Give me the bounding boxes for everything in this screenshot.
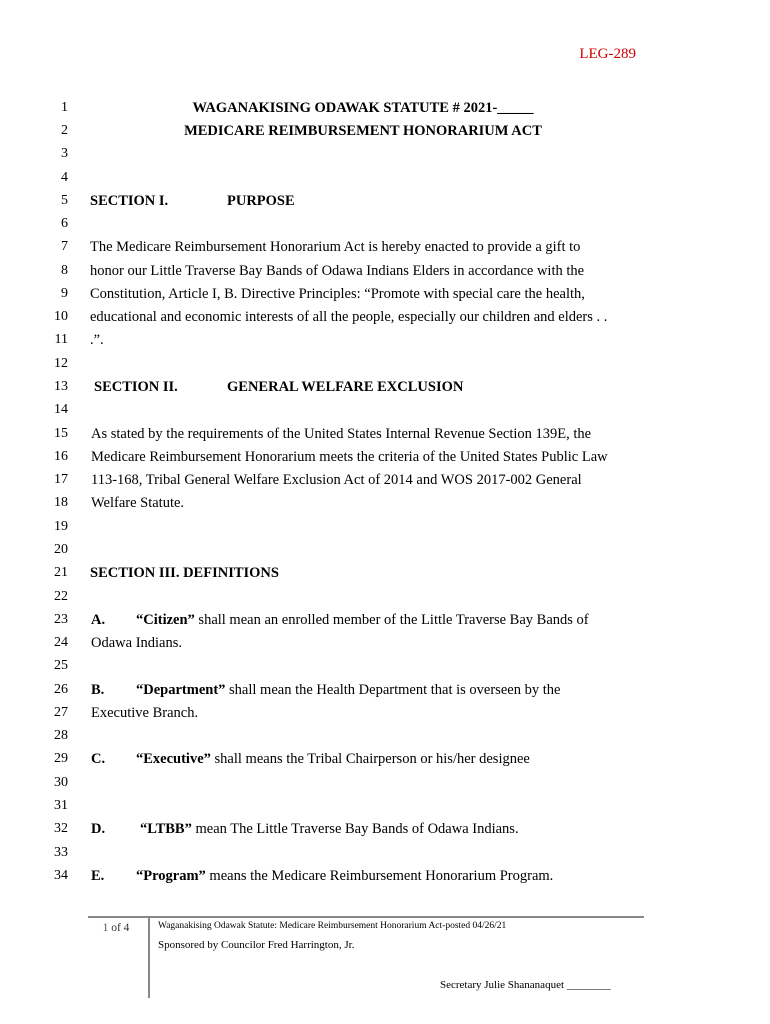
line-number: 34: [54, 868, 68, 883]
footer-statute-line: Waganakising Odawak Statute: Medicare Reimbursement Honorarium Act-posted 04/26/21: [158, 921, 507, 931]
section-3-heading: SECTION III. DEFINITIONS: [90, 565, 279, 581]
definition-text: shall mean the Health Department that is overseen by the: [225, 682, 561, 698]
definition-letter: A.: [91, 612, 106, 628]
line-number: 20: [54, 542, 68, 557]
definition-text: shall mean an enrolled member of the Little Traverse Bay Bands of: [194, 612, 589, 628]
line-number: 6: [61, 216, 68, 231]
line-number: 19: [54, 519, 68, 534]
definition-continuation: Odawa Indians.: [91, 635, 183, 651]
line-number: 25: [54, 658, 68, 673]
definition-letter: B.: [91, 682, 105, 698]
definition-department: [136, 682, 560, 698]
definition-letter: C.: [91, 751, 106, 767]
section-1-text-line: Constitution, Article I, B. Directive Principles: “Promote with special care the health,: [90, 286, 585, 302]
definition-executive: [136, 751, 530, 767]
act-title: MEDICARE REIMBURSEMENT HONORARIUM ACT: [184, 123, 542, 139]
section-2-heading: GENERAL WELFARE EXCLUSION: [227, 379, 464, 395]
section-2-text-line: 113-168, Tribal General Welfare Exclusion Act of 2014 and WOS 2017-002 General: [91, 472, 582, 488]
definition-text: shall means the Tribal Chairperson or his/her designee: [210, 751, 530, 767]
definition-term: “Program”: [136, 868, 206, 884]
footer-vertical-divider: [148, 916, 150, 998]
line-number: 29: [54, 751, 68, 766]
line-number: 26: [54, 682, 68, 697]
line-number: 9: [61, 286, 68, 301]
section-1-text-line: .”.: [90, 332, 104, 348]
definition-program: [136, 868, 553, 884]
line-number: 2: [61, 123, 68, 138]
definition-letter: E.: [91, 868, 105, 884]
definition-continuation: Executive Branch.: [91, 705, 199, 721]
footer-sponsor-line: Sponsored by Councilor Fred Harrington, Jr.: [158, 939, 355, 951]
definition-term: “LTBB”: [140, 821, 192, 837]
line-number: 27: [54, 705, 68, 720]
page-number: 1: [102, 922, 109, 934]
definition-text: mean The Little Traverse Bay Bands of Odawa Indians.: [191, 821, 519, 837]
document-id: LEG-289: [579, 46, 636, 62]
line-number: 3: [61, 146, 68, 161]
section-1-text-line: The Medicare Reimbursement Honorarium Act is hereby enacted to provide a gift to: [90, 239, 581, 255]
section-1-heading: PURPOSE: [227, 193, 295, 209]
section-2-text-line: As stated by the requirements of the United States Internal Revenue Section 139E, the: [91, 426, 592, 442]
line-number: 22: [54, 589, 68, 604]
section-2-text-line: Welfare Statute.: [91, 495, 185, 511]
section-1-text-line: honor our Little Traverse Bay Bands of Odawa Indians Elders in accordance with the: [90, 263, 585, 279]
line-number: 8: [61, 263, 68, 278]
line-number: 18: [54, 495, 68, 510]
line-number: 16: [54, 449, 68, 464]
statute-title: WAGANAKISING ODAWAK STATUTE # 2021-_____: [192, 100, 534, 116]
line-number: 10: [54, 309, 68, 324]
definition-citizen: [136, 612, 589, 628]
line-number: 13: [54, 379, 68, 394]
line-number: 15: [54, 426, 68, 441]
secretary-signature-line: Secretary Julie Shananaquet ________: [440, 979, 611, 991]
line-number: 24: [54, 635, 68, 650]
line-number: 1: [61, 100, 68, 115]
line-number: 32: [54, 821, 68, 836]
line-number: 12: [54, 356, 68, 371]
line-number: 21: [54, 565, 68, 580]
line-number: 11: [54, 332, 68, 347]
definition-term: “Executive”: [136, 751, 211, 767]
page-separator: of: [108, 922, 124, 934]
line-number: 17: [54, 472, 68, 487]
section-2-label: SECTION II.: [94, 379, 178, 395]
section-1-text-line: educational and economic interests of all the people, especially our children and elders . .: [90, 309, 608, 325]
section-2-text-line: Medicare Reimbursement Honorarium meets the criteria of the United States Public Law: [91, 449, 608, 465]
page-indicator: [88, 922, 144, 934]
definition-term: “Citizen”: [136, 612, 195, 628]
line-number: 33: [54, 845, 68, 860]
line-number: 14: [54, 402, 68, 417]
section-1-label: SECTION I.: [90, 193, 169, 209]
line-number: 7: [61, 239, 68, 254]
definition-letter: D.: [91, 821, 106, 837]
line-number: 31: [54, 798, 68, 813]
line-number: 30: [54, 775, 68, 790]
definition-text: means the Medicare Reimbursement Honorarium Program.: [205, 868, 554, 884]
definition-ltbb: [140, 821, 519, 837]
line-number: 4: [61, 170, 68, 185]
footer-divider: [88, 916, 644, 918]
line-number: 28: [54, 728, 68, 743]
page-total: 4: [123, 922, 130, 934]
line-number: 5: [61, 193, 68, 208]
definition-term: “Department”: [136, 682, 226, 698]
line-number: 23: [54, 612, 68, 627]
